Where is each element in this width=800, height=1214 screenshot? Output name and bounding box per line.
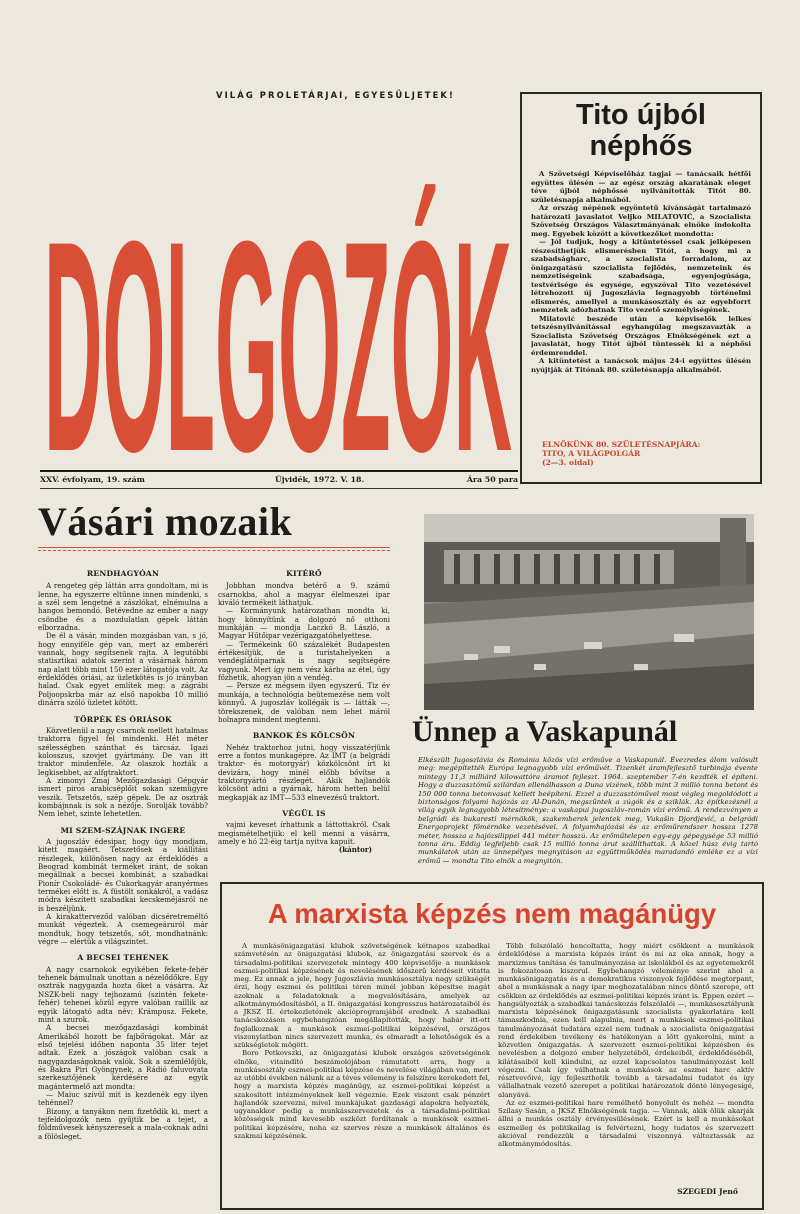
paragraph: — Kormányunk határozathan mondta ki, hogy könnyítünk a dolgozó nő otthoni munkáján — mondja Laczkó B. László, a Magyar Hűtőipar vezérigazgatóhelyettese. [218,606,390,641]
tito-headline [531,100,751,162]
signature: (kántor) [338,845,372,855]
tito-ref-line2: TITO, A VILÁGPOLGÁR [542,449,641,459]
section-title: TÖRPÉK ÉS ÓRIÁSOK [74,714,172,724]
masthead-title: DOLGOZÓK [44,178,512,466]
section-title: RENDHAGYÓAN [86,569,160,578]
tito-body [531,170,751,415]
tito-ref-line1: ELNÖKÜNK 80. SZÜLETÉSNAPJÁRA: [542,440,701,449]
paragraph: — Maiuc szívül mit is kezdenék egy ilyen tehénnel? [38,1089,208,1108]
paragraph: A munkásönigazgatási klubok szövetségének kétnapos szabadkai számvetésén az önigazgatási klubok, az önigazgatási szervek és a társadalmi-politikai szervezetek mintegy 400 képviselője a munkások eszmei-politikai képzésének és nevelésének időszerű kérdéseit vitatta meg. Ez annak a jele, hogy Jugoszlávia munkásosztálya nagy szükségét érzi, hogy eszmei és politikai téren minél jobban képesítse magát azoknak a feladatoknak a megvalósítására, amelyek az alkotmánymódosításból, a II. önigazgatási kongresszus határozataiból és a JKSZ II. értekezletének akcióprogramjából erednek. A szabadkai tanácskozáson egybehangzóan megállapították, hogy habár itt-ott foglalkoznak a munkások eszmei-politikai képzésével, országos viszonylatban nincs szervezett munka, és elmaradt a lehetőségek és a szükségletek mögött. [234,942,490,1049]
tito-para: Milatović beszéde után a képviselők lelkes tetszésnyilvánítással egyhangúlag megszavazták a Szocialista Szövetség Országos Elnökségének ezt a javaslatát, hogy Titót újból tüntessék ki a néphősi érdemrenddel. [531,314,751,357]
masthead-logo [40,98,518,466]
paragraph: Bizony, a tanyákon nem fizetődik ki, mert a tejfeldolgozók nem gyűjtik be a tejet, a földművesek kényszeresek a mala-coknak adni a fölösleget. [38,1106,208,1141]
price: Ára 50 para [466,475,518,484]
paragraph: — Termékeink 60 százalékét Budapesten értékesítjük, de a turistahelyeken a vendéglátóiparnak is nagy segítségére vagyunk. Mert így nem vész kárba az étel, úgy főzhetik, ahogyan jön a vendég. [218,639,390,683]
section-title: VÉGÜL IS [282,808,326,818]
paragraph: Nehéz traktorhoz jutni, hogy visszatérjünk erre a fontos munkagépre. Az IMT (a belgrádi traktor- és motorgyár) közkölcsönt írt ki devizára, hogy minél előbb bővítse a traktorgyártó részlegét. Akik hajlandók kölcsönt adni a gyárnak, három hetten belül megkapják az IMT—533 elnevezésű traktort. [218,742,390,802]
tito-para: — Jól tudjuk, hogy a kitüntetéssel csak jelképesen részesíthetjük elismerésben Titót, a hogy mi a szabadságharc, a szocialista forradalom, az önigazgatású szocialista fejlődés, nemzeteink és nemzetiségeink szabadsága, egyenjogúsága, testvérisége és egysége, egyszóval Tito vezetésével létrehozott új Jugoszlávia legnagyobb történelmi elismerés, amellyel a munkásosztály és az egyebforrt nemzetek adózhatnak Tito vezető személyiségének. [531,238,751,314]
paragraph: Több felszólaló hencoltatta, hogy miért csökkent a munkások érdeklődése a marxista képzés iránt és mi az oka annak, hogy a marxizmus tanítása és tanulmányozása az iskolákból és az egyetemekről is fokozatosan kiszorul. Egybehangzó véleménye szerint ahol a munkásönigazgatás és a demokratikus viszonyok fejlődése megtorpant, ahol a munkásnak a nagy ipar meghozatalában nincs döntő szerepe, ott csökken az érdeklődés az eszmei-politikai képzés iránt is. Éppen ezért — hangsúlyozták a szabadkai tanácskozás felszólalói —, munkásosztályunk marxista képzésének önigazgatásunk szocialista gyakorlatára kell támaszkodnia, ezen kell alapulnia, mert a munkások eszmei-politikai tanulmányozását tudatára ezzel nem tudnak a szocialista önigazgatási rend érdekében tevékeny és hatékonyan a lőtt gyakorolni, mint a közvetlen önigazgatás. A szervezett eszmei-politikai képzésben és nevelésben a dolgozó ember helyzetéből, érdekeiből, érdeklődéséből, kilátásaiból kell kiindulni, az ezzel kapcsolatos tanulmányozást kell végezni. Csak így válhatnak a munkások az eszmei harc aktív résztvevőivé, így fejleszthetik tovább a társadalmi tudatot és így vállalhatnak vezető szerepet a politikai határozatok dönté lényegesígé, alanyává. [498,942,754,1099]
tito-headline-line1: Tito újból [576,99,706,131]
paragraph: Boro Petkovszki, az önigazgatási klubok országos szövetségének elnöke, vitaindító beszámolójában rámutatott arra, hogy a munkásosztály eszmei-politikai képzése és nevelése világában van, mert az utóbbi években nálunk az a téves vélemény is felszínre kerekedett fel, hogy a marxista képzés magánügy, az eszmei-politikai képzést a szakosított intézményeknek kell végeznie. Ezek viszont csak pénzért hajlandók szervezni, mivel munkájukat gazdasági alapokra helyezték, ugyanakkor pedig a munkásszervezetek és a társadalmi-politikai közösségek mind kevesebb eszközt fordítanak a munkások eszmei-politikai képzésére, noha ez szerves része a munkások általános és szakmai képzésének. [234,1049,490,1140]
marxista-box [220,882,764,1210]
tito-para: Az ország népének egyöntetű kívánságát tartalmazó határozati javaslatot Veljko MILATOVIĆ, a Szocialista Szövetség Országos Választmányának elnöke indokolta meg. Egyebek között a következőket mondotta: [531,204,751,238]
paragraph: — Persze ez mégsem ilyen egyszerű. Tiz év munkája, a technológia beütemezése nem volt könnyű. A jugoszláv kollégák is — látták —, törekszenek, de valóban nem lehet máról holnapra mindent megtenni. [218,681,390,724]
tito-para: A kitüntetést a tanácsok május 24-i együttes ülésén nyújtják át Titónak 80. születésnapja alkalmából. [531,357,751,374]
section-title: KITÉRŐ [286,569,322,578]
paragraph: Közvetlenül a nagy csarnok mellett hatalmas traktorra figyel fel mindenki. Hét méter szélességben szánthat és tárcsáz. Igazi kolosszus, szovjet gyártmány. De van itt traktor mindenféle. Az olaszok hozták a legkisebbet, az alfgtraktort. [38,725,208,777]
headline-rule [38,547,390,551]
paragraph: A zimonyi Zmaj Mezőgazdasági Gépgyár ismert piros arabicséplőit sokan szemügyre veszik. Tetszetős, szép gépek. De az osztrák kombájnnak is sok a nézője. Sorolják tovább? Nem lehet, szinte lehetetlen. [38,775,208,819]
dam-photo-image [424,514,754,710]
marxista-signature: SZEGEDI Jenő [677,1187,738,1196]
vasari-headline: Vásári mozaik [38,499,293,544]
paragraph: Az ez eszmei-politikai hare remélhető bonyolult és nehéz — mondta Szilasy Sasán, a JKSZ Elnökségének tagja. — Vannak, akik ölük akarják állni a munkás osztály érvényesülésének. Ezért is kell a munkásokat eszmeileg és politikailag is felvértezni, hogy tudatos és szervezett akcióval rendezzük a társadalmi viszonnyá változtassák az alkotmánymódosítás. [498,1098,754,1148]
vasari-column-1 [38,558,208,1208]
marxista-headline: A marxista képzés nem magánügy [267,898,717,929]
marxista-column-left [234,942,490,1204]
tito-ref-page: (2—3. oldal) [542,458,594,468]
section-title: MI SZEM-SZÁJNAK INGERE [60,825,186,835]
paragraph: vajmi keveset írhattunk a láttottakról. Csak megismételhetjük: el kell menni a vásárra, amely e hó 22-éig tartja nyitva kapuit. [218,820,390,846]
paragraph: A becsei mezőgazdasági kombinát Amerikából hozott be fajbőrágokat. Már az első tejelési időben naponta 35 liter tejet adtak. Ezek a jószágok valóban csak a nagygazdaságoknak valók. Sok a szemlélőjük, és Bakra Piri Gyöngynek, a Rádió faluvovata szerkesztőjének kérdésére az egyik magántermelő azt mondta: [38,1023,208,1091]
vasari-column-2 [218,558,390,880]
dam-photo [424,514,754,710]
paragraph: A jugoszláv édesipar, hogy úgy mondjam, kitett magáért. Tetszetősek a kiállítási részlegek, különösen nagy az érdeklődés a Beograd kombinát terméket iránt, de sokan megállnak a becsei kombinát, a szabadkai Pionír Csokoládé- és Cukorkagyár aranyérmes termékei előtt is. A füstölt sonkákról, a vadász módra készített szabadkai kecskeméjásról ne is beszéljünk. [38,836,208,913]
volume: XXV. évfolyam, 19. szám [40,475,145,484]
vaskapu-text: Elkészült Jugoszlávia és Románia közös vízi erőműve a Vaskapunál. Évezredes álom valósult meg: megépítették Európa legnagyobb vízi erőművét. Tizenkét áramfejlesztő turbinája évente mintegy 11,3 milliárd kilowattóra áramot fejleszt. 1964. szeptember 7-én kezdték el építeni. Hogy a duzzasztómű szilárdan ellenálhasson a Duna vizének, több mint 3 millió tonna betont és 150 000 tonna betonvasat kellett beépíteni. Ezzel a duzzasztóművel most végleg megoldódott a biztonságos folyami hajózás az Al-Dunán, megszűntek a zúgók és a sziklák. Az építkezésnél a világ egyik legnagyobb létesítménye: a vaskapui jugoszláv–román vízi erőmű. A rendezvényen a belgrádi és bukaresti mérnökök, szakemberek jelentek meg, Vukašin Djordjević, a belgrádi Energoprojekt főmérnöke vezetésével. A folyamhajózási és az erőműrendszer hossza 1278 méter, hossza a hajózsilippel 441 méter hosszú. Az erőműtelepen egy-egy gépegysége 53 millió tonna áru. Eddig legfeljebb csak 15 millió tonna árut szállíthattak. A közel húsz évig tartó munkálatok után az ünnepélyes megnyitáson az együttműködés maradandó emléke ez a vízi erőmű — mondta Tito elnök a megnyitón. [418,756,758,865]
tito-box [520,92,762,484]
paragraph: A nagy csarnokok egyikében fekete-fehér tehenek bámulnak unottan a nézelődőkre. Egy osztrák nagygazda hozta őket a vásárra. Az NSZK-beli nagy tejhozamú (szintén fekete-fehér) tehenei közül egyre valóban raillik az egyik látogató adta név: Krámpusz. Fekete, mint a szurok. [38,964,208,1024]
place-date: Újvidék, 1972. V. 18. [275,475,365,484]
paragraph: A rengeteg gép láttán arra gondoltam, mi is lenne, ha egyszerre eltűnne innen mindenki, s a szél sem lengetné a zászlókat, elnémulna a hangos bemondó. Betévedne az ember a nagy csöndbe és a mozdulatlan gépek láttán elborzadna. [38,581,208,633]
tito-ref[interactable] [542,440,700,468]
section-title: A BECSEI TEHENEK [77,953,169,963]
paragraph: Jobbhan mondva betérő a 9. számú csarnokba, ahol a magyar élelmeszei ipar kiváló termékeit láthatjuk. [218,581,390,608]
paragraph: A kirakatterveződ valóban dicséretreméltó munkát végeztek. A csemegeáruról már mondtuk, hogy tetszetős, sőt, mondhatnánk: végre — elértük a világszintet. [38,912,208,947]
section-title: BANKOK ÉS KÖLCSÖN [252,731,356,741]
vaskapu-headline: Ünnep a Vaskapunál [412,715,678,748]
tito-para: A Szövetségi Képviselőház tagjai — tanácsaik hétfői együttes ülésén — az egész ország akaratának eleget téve újból néphőssé nyilvánították Titót 80. születésnapja alkalmából. [531,170,751,204]
marxista-column-right [498,942,754,1182]
volume-line [40,475,518,487]
tito-headline-line2: néphős [589,130,693,162]
paragraph: De él a vásár, minden mozgásban van, s jó, hogy ennyiféle gép van, mert az emberéri vannak, hogy segítsenek rajta. A legutóbbi statisztikai adatok szerint a vásárnak három nap alatt több mint 150 ezer látogatója volt. Az érdeklődés óriási, az üzletkötés is jó irányban halad. Csak egyet említek meg: a zágrábi Poljoopskrba már az első napokba 10 millió dinárra szóló üzletet kötött. [38,631,208,708]
masthead-slogan: VILÁG PROLETÁRJAI, EGYESÜLJETEK! [216,90,455,100]
